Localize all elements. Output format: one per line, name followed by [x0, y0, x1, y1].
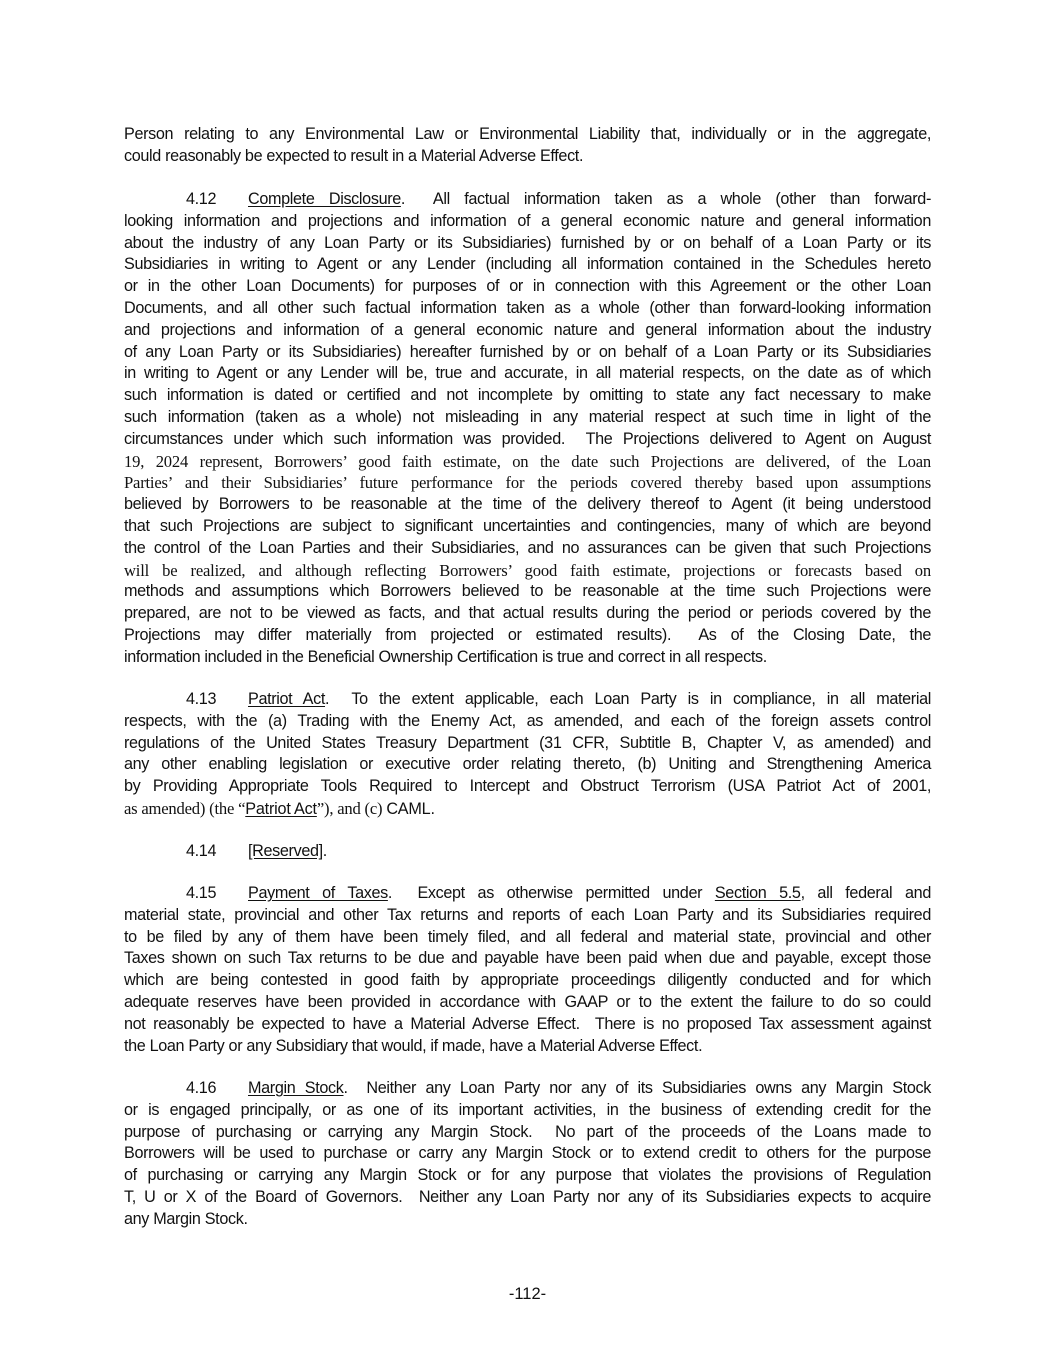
text-run: CAML. [386, 799, 435, 818]
text-line: will be realized, and although reflecting Borrowers’ good faith estimate, projections or forecasts based on [124, 560, 931, 580]
section-heading: Patriot Act [248, 690, 326, 708]
text-run: ”), and (c) [316, 798, 387, 818]
section-heading: Margin Stock [248, 1079, 344, 1097]
section-first-line [124, 841, 931, 863]
text-line: which are being contested in good faith by appropriate proceedings diligently conducted and for which [124, 971, 931, 990]
text-line: and projections and information of a general economic nature and general information about the industry [124, 320, 931, 339]
text-line: the control of the Loan Parties and their Subsidiaries, and no assurances can be given that such Projections [124, 538, 931, 557]
text-line: Projections may differ materially from projected or estimated results). As of the Closing Date, the [124, 625, 931, 644]
section-4-16-margin-stock [124, 1078, 931, 1231]
text-line: about the industry of any Loan Party or its Subsidiaries) furnished by or on behalf of a Loan Party or its [124, 233, 931, 252]
text-line: or is engaged principally, or as one of its important activities, in the business of extending credit for the [124, 1100, 931, 1119]
section-heading: Payment of Taxes [248, 884, 388, 902]
section-first-line [124, 883, 931, 905]
text-line: of purchasing or carrying any Margin Stock or for any purpose that violates the provisions of Regulation [124, 1166, 931, 1185]
section-reference-link[interactable]: Section 5.5 [714, 884, 801, 902]
text-line: respects, with the (a) Trading with the Enemy Act, as amended, and each of the foreign assets control [124, 711, 931, 730]
text-line: methods and assumptions which Borrowers believed to be reasonable at the time such Projections were [124, 582, 931, 601]
section-heading: [Reserved] [248, 842, 323, 860]
section-number: 4.16 [186, 1079, 217, 1097]
section-number: 4.14 [186, 842, 217, 860]
text-run: as amended) (the “ [124, 798, 246, 818]
section-4-13-patriot-act [124, 689, 931, 820]
text-line: believed by Borrowers to be reasonable at the time of the delivery thereof to Agent (it being understood [124, 495, 931, 514]
text-run: . Except as otherwise permitted under [387, 884, 715, 902]
text-line: information included in the Beneficial Ownership Certification is true and correct in all respects. [124, 647, 767, 666]
text-line: Parties’ and their Subsidiaries’ future performance for the periods covered thereby based upon assumptions [124, 473, 931, 493]
text-line: Borrowers will be used to purchase or carry any Margin Stock or to extend credit to others for the purpose [124, 1144, 931, 1163]
section-first-line [124, 689, 931, 711]
text-line: Person relating to any Environmental Law or Environmental Liability that, individually or in the aggregate, [124, 125, 931, 143]
defined-term: Patriot Act [245, 799, 317, 818]
text-line: not reasonably be expected to have a Material Adverse Effect. There is no proposed Tax assessment against [124, 1014, 931, 1033]
text-line: circumstances under which such information was provided. The Projections delivered to Agent on August [124, 429, 931, 448]
text-line: such information (taken as a whole) not misleading in any material respect at such time in light of the [124, 407, 931, 426]
text-line: any other enabling legislation or executive order relating thereto, (b) Uniting and Strengthening America [124, 755, 931, 774]
text-line: adequate reserves have been provided in accordance with GAAP or to the extent the failure to do so could [124, 992, 931, 1011]
text-run: , all federal and [800, 884, 931, 902]
text-line: or in the other Loan Documents) for purposes of or in connection with this Agreement or the other Loan [124, 277, 931, 296]
text-run: . Neither any Loan Party nor any of its Subsidiaries owns any Margin Stock [343, 1079, 932, 1097]
text-line: regulations of the United States Treasury Department (31 CFR, Subtitle B, Chapter V, as amended) and [124, 733, 931, 752]
text-line: any Margin Stock. [124, 1209, 248, 1228]
text-line: looking information and projections and information of a general economic nature and general information [124, 211, 931, 230]
section-4-15-payment-of-taxes [124, 883, 931, 1057]
section-number: 4.13 [186, 690, 217, 708]
text-line: prepared, are not to be viewed as facts, and that actual results during the period or periods covered by the [124, 604, 931, 623]
section-4-14-reserved [124, 841, 931, 863]
text-line: Taxes shown on such Tax returns to be due and payable have been paid when due and payable, except those [124, 949, 931, 968]
text-line: purpose of purchasing or carrying any Margin Stock. No part of the proceeds of the Loans made to [124, 1122, 931, 1141]
text-line: the Loan Party or any Subsidiary that would, if made, have a Material Adverse Effect. [124, 1036, 703, 1055]
text-line: in writing to Agent or any Lender will be, true and accurate, in all material respects, on the date as of which [124, 364, 931, 383]
text-line: could reasonably be expected to result in a Material Adverse Effect. [124, 146, 584, 165]
text-line: Subsidiaries in writing to Agent or any Lender (including all information contained in the Schedules hereto [124, 255, 931, 274]
section-number: 4.15 [186, 884, 217, 902]
section-first-line [124, 1078, 931, 1100]
text-line: to be filed by any of them have been timely filed, and all federal and material state, provincial and other [124, 927, 931, 946]
text-line: by Providing Appropriate Tools Required to Intercept and Obstruct Terrorism (USA Patriot Act of 2001, [124, 777, 931, 796]
section-heading: Complete Disclosure [248, 190, 401, 208]
text-line: T, U or X of the Board of Governors. Neither any Loan Party nor any of its Subsidiaries expects to acquire [124, 1187, 931, 1206]
text-line: such information is dated or certified and not incomplete by omitting to state any fact necessary to make [124, 386, 931, 405]
text-line: Documents, and all other such factual information taken as a whole (other than forward-looking information [124, 298, 931, 317]
text-line: material state, provincial and other Tax returns and reports of each Loan Party and its Subsidiaries required [124, 905, 931, 924]
section-first-line [124, 189, 931, 211]
continuation-paragraph [124, 124, 931, 168]
text-line: that such Projections are subject to significant uncertainties and contingencies, many of which are beyond [124, 516, 931, 535]
section-4-12-complete-disclosure [124, 189, 931, 669]
text-run: . All factual information taken as a whole (other than forward- [400, 190, 931, 208]
text-line: of any Loan Party or its Subsidiaries) hereafter furnished by or on behalf of a Loan Party or its Subsidiaries [124, 342, 931, 361]
text-line: 19, 2024 represent, Borrowers’ good faith estimate, on the date such Projections are delivered, of the Loan [124, 451, 931, 471]
text-run: . [322, 842, 327, 860]
text-run: . To the extent applicable, each Loan Party is in compliance, in all material [325, 690, 931, 708]
text-line [124, 798, 931, 820]
section-number: 4.12 [186, 190, 217, 208]
page-number: -112- [508, 1285, 547, 1303]
